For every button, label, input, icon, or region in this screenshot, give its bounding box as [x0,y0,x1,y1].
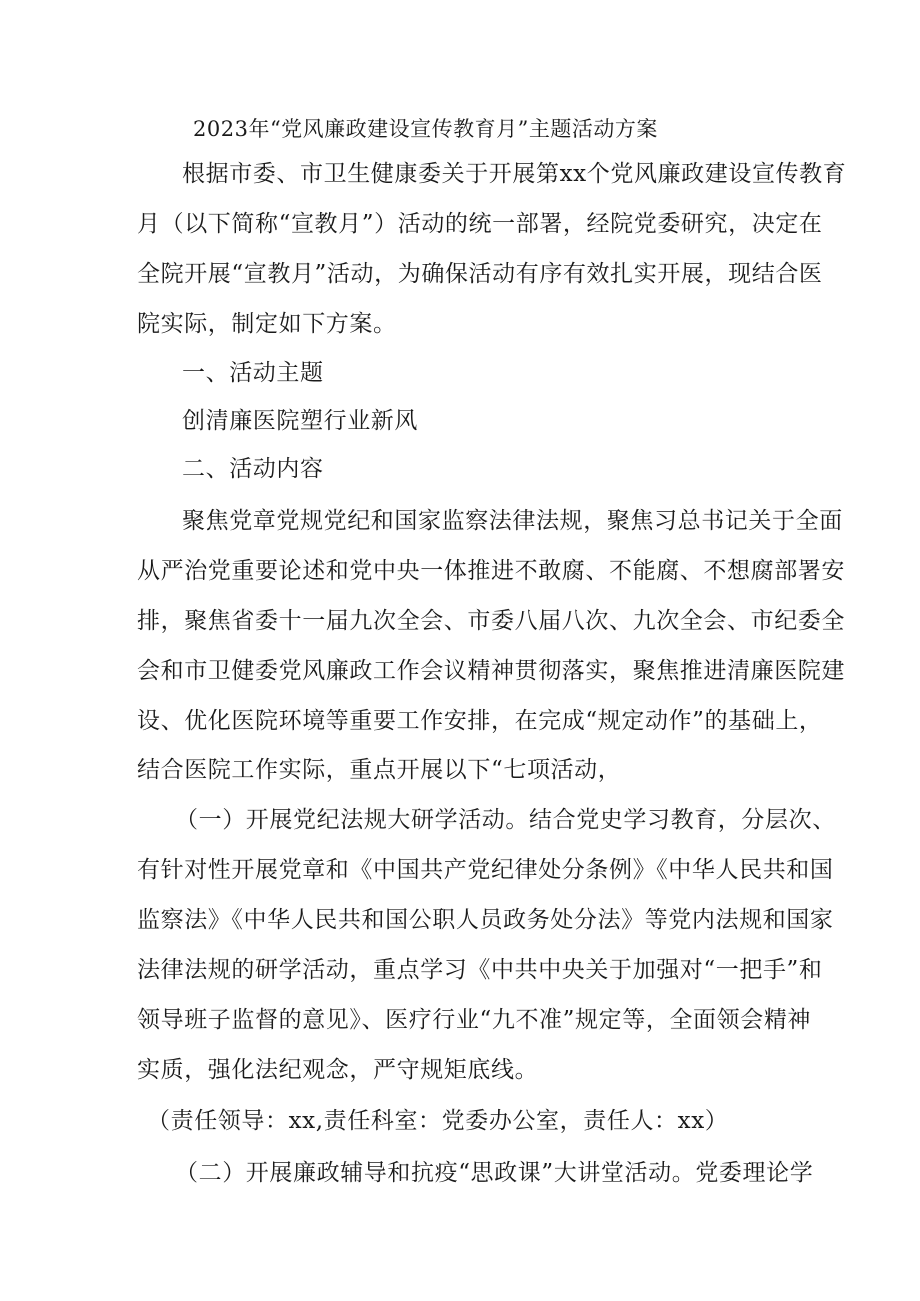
text-line: 创清廉医院塑行业新风 [182,408,418,434]
text-line: 结合医院工作实际，重点开展以下“七项活动， [137,757,622,783]
text-line: 法律法规的研学活动，重点学习《中共中央关于加强对“一把手”和 [137,957,823,983]
section-heading: 一、活动主题 [182,360,324,386]
text-line: 会和市卫健委党风廉政工作会议精神贯彻落实，聚焦推进清廉医院建 [137,658,845,684]
text-line: 院实际，制定如下方案。 [137,311,397,337]
text-line: 月（以下简称“宣教月”）活动的统一部署，经院党委研究，决定在 [137,211,823,237]
document-title: 2023年“党风廉政建设宣传教育月”主题活动方案 [193,117,658,141]
text-line: 监察法》《中华人民共和国公职人员政务处分法》等党内法规和国家 [137,907,834,933]
text-line: 设、优化医院环境等重要工作安排，在完成“规定动作”的基础上， [137,708,823,734]
text-line: 实质，强化法纪观念，严守规矩底线。 [137,1057,539,1083]
text-line: 领导班子监督的意见》、医疗行业“九不准”规定等，全面领会精神 [137,1007,812,1033]
text-line: （二）开展廉政辅导和抗疫“思政课”大讲堂活动。党委理论学 [175,1160,814,1186]
text-line: 从严治党重要论述和党中央一体推进不敢腐、不能腐、不想腐部署安 [137,558,845,584]
text-line: 有针对性开展党章和《中国共产党纪律处分条例》《中华人民共和国 [137,857,834,883]
text-line: （一）开展党纪法规大研学活动。结合党史学习教育，分层次、 [175,807,836,833]
text-line: 排，聚焦省委十一届九次全会、市委八届八次、九次全会、市纪委全 [137,608,845,634]
text-line: 全院开展“宣教月”活动，为确保活动有序有效扎实开展，现结合医 [137,261,823,287]
section-heading: 二、活动内容 [182,456,324,482]
text-line: 聚焦党章党规党纪和国家监察法律法规，聚焦习总书记关于全面 [182,508,843,534]
text-line: 根据市委、市卫生健康委关于开展第xx个党风廉政建设宣传教育 [182,161,847,187]
responsibility-note: （责任领导：xx,责任科室：党委办公室，责任人：xx） [147,1108,729,1134]
